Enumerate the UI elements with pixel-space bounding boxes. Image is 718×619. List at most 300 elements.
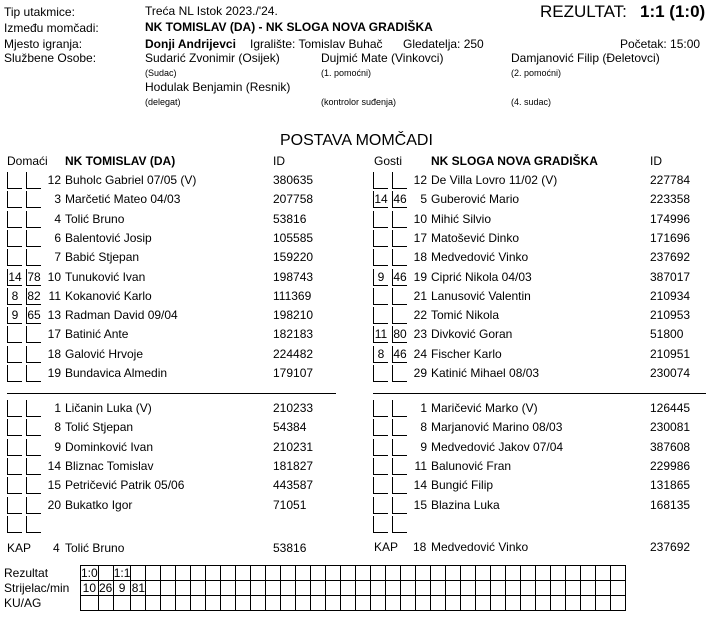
away-player-id: 171696	[650, 230, 691, 245]
stats-cell	[416, 596, 431, 611]
away-player-box-b	[392, 172, 407, 189]
away-player-box-a	[373, 230, 388, 247]
stats-cell	[356, 566, 371, 581]
stats-cell	[386, 596, 401, 611]
stats-cell: 9	[113, 581, 131, 596]
away-player-number: 15	[413, 497, 427, 512]
home-player-name: Galović Hrvoje	[65, 346, 144, 361]
gledatelja: Gledatelja: 250	[403, 37, 484, 51]
away-player-box-b	[392, 307, 407, 324]
away-player-number: 19	[413, 269, 427, 284]
stats-cell	[386, 566, 401, 581]
away-player-name: Maričević Marko (V)	[431, 401, 538, 415]
away-player-box-b: 46	[393, 192, 407, 207]
home-player-box-b	[26, 458, 41, 475]
home-player-name: Dominković Ivan	[65, 439, 154, 454]
home-player-number: 7	[54, 250, 61, 265]
away-player-box-b	[392, 458, 407, 475]
away-player-box-a	[373, 172, 388, 189]
home-player-name: Marčetić Mateo 04/03	[65, 192, 181, 207]
away-player-box-b	[392, 497, 407, 514]
away-player-number: 22	[413, 308, 427, 323]
home-player-number: 10	[47, 269, 61, 284]
away-player-id: 229986	[650, 458, 691, 473]
stats-row-label: Strijelac/min	[4, 581, 70, 595]
away-side-label: Gosti	[374, 154, 403, 168]
official-referee: Sudarić Zvonimir (Osijek)	[145, 51, 280, 65]
stats-cell	[191, 596, 206, 611]
home-player-number: 18	[47, 346, 61, 361]
stats-cell	[416, 566, 431, 581]
away-player-name: Medvedović Vinko	[431, 250, 529, 265]
home-player-number: 3	[54, 192, 61, 207]
stats-cell	[81, 596, 99, 611]
away-player-number: 24	[413, 346, 427, 361]
away-player-number: 17	[413, 230, 427, 245]
away-player-name: Marjanović Marino 08/03	[431, 420, 563, 435]
away-player-box-b	[392, 477, 407, 494]
home-player-box-a	[7, 400, 22, 417]
stats-cell	[326, 566, 341, 581]
stats-cell	[356, 596, 371, 611]
home-player-name: Tunuković Ivan	[65, 269, 146, 284]
stats-cell	[476, 596, 491, 611]
home-divider	[7, 393, 336, 394]
stats-cell	[551, 566, 566, 581]
stats-cell	[146, 581, 161, 596]
stats-cell	[236, 566, 251, 581]
official-fourth-role: (4. sudac)	[511, 97, 552, 107]
home-player-id: 181827	[273, 458, 314, 473]
stats-cell	[221, 581, 236, 596]
stats-cell	[146, 596, 161, 611]
away-player-number: 21	[413, 288, 427, 303]
away-player-id: 210953	[650, 308, 691, 323]
stats-cell	[566, 596, 581, 611]
home-player-id: 198743	[273, 269, 314, 284]
home-player-box-b: 78	[27, 269, 41, 284]
stats-cell	[296, 596, 311, 611]
home-player-id: 54384	[273, 420, 307, 435]
stats-cell	[491, 581, 506, 596]
stats-cell: 10	[81, 581, 99, 596]
stats-cell	[236, 596, 251, 611]
home-player-box-b	[26, 477, 41, 494]
away-player-box-a	[373, 439, 388, 456]
stats-row	[4, 581, 626, 596]
stats-cell	[326, 581, 341, 596]
stats-cell	[371, 566, 386, 581]
away-player-box-a: 14	[374, 192, 388, 207]
stats-cell	[596, 566, 611, 581]
home-player-box-a: 9	[7, 307, 22, 324]
stats-row-label: KU/AG	[4, 596, 42, 610]
away-player-id: 223358	[650, 192, 691, 207]
home-player-box-b	[26, 346, 41, 363]
stats-cell	[221, 566, 236, 581]
stats-cell	[566, 581, 581, 596]
stats-cell	[461, 566, 476, 581]
home-player-name: Kokanović Karlo	[65, 288, 152, 303]
stats-cell	[611, 581, 626, 596]
away-player-name: Katinić Mihael 08/03	[431, 366, 540, 380]
stats-cell	[581, 566, 596, 581]
official-assistant-2: Damjanović Filip (Đeletovci)	[511, 51, 660, 65]
stats-cell	[206, 596, 221, 611]
away-player-box-b	[392, 516, 407, 533]
away-player-name: Blazina Luka	[431, 497, 500, 512]
home-player-id: 179107	[273, 366, 314, 380]
stats-cell	[506, 596, 521, 611]
igraliste: Igralište: Tomislav Buhač	[250, 37, 383, 51]
stats-cell	[371, 596, 386, 611]
away-player-name: Divković Goran	[431, 327, 513, 342]
away-player-box-b: 80	[393, 327, 407, 342]
stats-cell	[461, 596, 476, 611]
stats-cell	[461, 581, 476, 596]
away-kap-id: 237692	[650, 540, 691, 554]
stats-cell	[281, 566, 296, 581]
mjesto-label: Mjesto igranja:	[4, 37, 83, 51]
stats-cell	[311, 581, 326, 596]
away-player-id: 387017	[650, 269, 691, 284]
home-player-box-b	[26, 516, 41, 533]
home-player-name: Tolić Stjepan	[65, 420, 134, 435]
home-player-name: Bundavica Almedin	[65, 366, 168, 380]
postava-title: POSTAVA MOMČADI	[280, 132, 433, 149]
stats-cell: 1:0	[81, 566, 98, 580]
away-player-name: De Villa Lovro 11/02 (V)	[431, 173, 558, 187]
away-player-number: 14	[413, 478, 427, 493]
stats-cell: 26	[99, 581, 113, 595]
home-id-header: ID	[273, 154, 285, 168]
match-teams: NK TOMISLAV (DA) - NK SLOGA NOVA GRADIŠKA	[145, 20, 433, 34]
stats-cell	[341, 596, 356, 611]
stats-cell	[281, 581, 296, 596]
stats-cell	[521, 596, 536, 611]
away-player-name: Lanusović Valentin	[431, 288, 531, 303]
home-kap-no: 4	[53, 541, 60, 555]
home-player-name: Balentović Josip	[65, 230, 152, 245]
home-player-number: 19	[47, 366, 61, 380]
stats-cell	[161, 581, 176, 596]
home-player-id: 198210	[273, 308, 314, 323]
away-kap-no: 18	[413, 540, 427, 554]
rezultat-value: 1:1 (1:0)	[640, 2, 706, 21]
home-player-box-a: 8	[7, 288, 22, 305]
pocetak: Početak: 15:00	[620, 37, 701, 51]
stats-cell	[551, 581, 566, 596]
tip-value: Treća NL Istok 2023./'24.	[145, 4, 278, 18]
official-assistant-1-role: (1. pomoćni)	[321, 68, 372, 78]
home-player-number: 4	[54, 211, 61, 226]
home-kap-id: 53816	[273, 541, 307, 555]
stats-cell	[401, 581, 416, 596]
home-player-name: Petričević Patrik 05/06	[65, 478, 185, 493]
away-player-box-b	[392, 230, 407, 247]
away-player-box-b	[392, 439, 407, 456]
stats-cell	[311, 566, 326, 581]
home-player-box-a	[7, 439, 22, 456]
stats-cell	[446, 596, 461, 611]
stats-cell	[521, 581, 536, 596]
official-delegate-role: (delegat)	[145, 97, 181, 107]
away-player-id: 237692	[650, 250, 691, 265]
home-player-id: 159220	[273, 250, 314, 265]
home-player-box-b	[26, 191, 41, 208]
stats-cell	[251, 581, 266, 596]
home-player-box-a	[7, 211, 22, 228]
away-player-box-b: 46	[393, 269, 407, 284]
stats-cell	[266, 596, 281, 611]
izmedu-label: Između momčadi:	[4, 21, 99, 35]
away-player-box-a	[373, 458, 388, 475]
home-player-box-b	[26, 230, 41, 247]
stats-cell	[401, 596, 416, 611]
stats-cell	[446, 581, 461, 596]
stats-cell	[206, 581, 221, 596]
home-player-id: 210233	[273, 401, 314, 415]
home-player-number: 17	[47, 327, 61, 342]
stats-cell	[281, 596, 296, 611]
away-player-name: Bungić Filip	[431, 478, 494, 493]
stats-cell	[431, 581, 446, 596]
stats-cell	[191, 566, 206, 581]
stats-cell	[356, 581, 371, 596]
home-player-number: 8	[54, 420, 61, 435]
home-player-number: 13	[47, 308, 61, 323]
away-player-number: 12	[413, 173, 427, 187]
home-player-name: Batinić Ante	[65, 327, 129, 342]
stats-cell	[506, 566, 521, 581]
stats-cell	[311, 596, 326, 611]
stats-cell	[131, 566, 146, 581]
away-id-header: ID	[650, 154, 662, 168]
stats-cell	[401, 566, 416, 581]
stats-cell	[506, 581, 521, 596]
away-player-name: Mihić Silvio	[431, 211, 492, 226]
home-kap-name: Tolić Bruno	[65, 541, 125, 555]
stats-cell	[491, 596, 506, 611]
home-side-label: Domaći	[7, 154, 48, 168]
home-player-box-a	[7, 365, 22, 382]
home-player-box-b	[26, 497, 41, 514]
stats-cell	[161, 596, 176, 611]
stats-cell	[536, 566, 551, 581]
stats-cell	[491, 566, 506, 581]
home-player-box-b: 82	[27, 288, 41, 303]
official-referee-role: (Sudac)	[145, 68, 177, 78]
away-player-id: 174996	[650, 211, 691, 226]
away-player-number: 9	[420, 439, 427, 454]
away-player-box-b	[392, 288, 407, 305]
home-player-box-b	[26, 439, 41, 456]
stats-cell	[176, 596, 191, 611]
stats-cell	[251, 596, 266, 611]
away-player-name: Ciprić Nikola 04/03	[431, 269, 532, 284]
away-player-box-a	[373, 288, 388, 305]
away-player-box-a	[373, 249, 388, 266]
stats-cell	[581, 581, 596, 596]
stats-cell	[266, 581, 281, 596]
home-player-name: Buholc Gabriel 07/05 (V)	[65, 173, 197, 187]
official-assistant-2-role: (2. pomoćni)	[511, 68, 562, 78]
away-player-number: 18	[413, 250, 427, 265]
away-player-box-b: 46	[393, 346, 407, 361]
home-player-id: 207758	[273, 192, 314, 207]
home-player-id: 182183	[273, 327, 314, 342]
stats-cell	[191, 581, 206, 596]
away-kap-label: KAP	[374, 540, 399, 554]
away-player-box-a: 11	[374, 327, 388, 342]
home-player-id: 210231	[273, 439, 314, 454]
home-player-name: Babić Stjepan	[65, 250, 140, 265]
away-team-name: NK SLOGA NOVA GRADIŠKA	[431, 154, 598, 168]
stats-cell	[431, 566, 446, 581]
stats-cell: 1:1	[113, 566, 131, 580]
stats-cell	[236, 581, 251, 596]
home-player-box-a	[7, 458, 22, 475]
away-player-box-a	[373, 365, 388, 382]
stats-row	[4, 596, 626, 611]
home-player-name: Tolić Bruno	[65, 211, 125, 226]
stats-row	[4, 566, 626, 581]
official-assistant-1: Dujmić Mate (Vinkovci)	[321, 51, 444, 65]
away-player-name: Guberović Mario	[431, 192, 520, 207]
away-divider	[373, 393, 706, 394]
away-player-box-a	[373, 307, 388, 324]
away-player-id: 210951	[650, 346, 691, 361]
sluzbene-label: Službene Osobe:	[4, 51, 97, 65]
tip-label: Tip utakmice:	[4, 5, 75, 19]
home-team-name: NK TOMISLAV (DA)	[65, 154, 176, 168]
stats-cell	[131, 596, 146, 611]
stats-cell	[161, 566, 176, 581]
stats-cell	[176, 581, 191, 596]
stats-cell	[266, 566, 281, 581]
stats-cell	[176, 566, 191, 581]
stats-cell	[521, 566, 536, 581]
stats-cell	[371, 581, 386, 596]
home-player-box-a	[7, 230, 22, 247]
away-player-name: Tomić Nikola	[431, 308, 500, 323]
away-player-number: 8	[420, 420, 427, 435]
away-player-id: 126445	[650, 401, 691, 415]
official-controller-role: (kontrolor suđenja)	[321, 97, 397, 107]
home-player-number: 9	[54, 439, 61, 454]
stats-table	[4, 565, 626, 611]
away-player-number: 29	[413, 366, 427, 380]
stats-cell	[326, 596, 341, 611]
away-player-name: Matošević Dinko	[431, 230, 520, 245]
away-kap-name: Medvedović Vinko	[431, 540, 529, 554]
away-player-id: 131865	[650, 478, 691, 493]
stats-cell	[221, 596, 236, 611]
home-player-id: 224482	[273, 346, 314, 361]
rezultat-label: REZULTAT:	[540, 2, 627, 21]
away-player-id: 230074	[650, 366, 691, 380]
away-player-box-a	[373, 211, 388, 228]
stats-cell	[431, 596, 446, 611]
home-player-number: 14	[47, 458, 61, 473]
stats-cell: 81	[131, 581, 146, 595]
home-player-id: 443587	[273, 478, 314, 493]
stats-cell	[446, 566, 461, 581]
home-player-box-a: 14	[8, 269, 22, 284]
stats-cell	[206, 566, 221, 581]
home-player-box-a	[7, 497, 22, 514]
home-player-number: 12	[47, 173, 61, 187]
home-player-box-b	[26, 400, 41, 417]
home-player-box-b: 65	[27, 308, 41, 323]
away-player-box-b	[392, 365, 407, 382]
official-delegate: Hodulak Benjamin (Resnik)	[145, 80, 291, 94]
away-player-number: 1	[420, 401, 427, 415]
home-kap-label: KAP	[7, 541, 32, 555]
away-player-id: 210934	[650, 288, 691, 303]
home-player-box-a	[7, 516, 22, 533]
stats-cell	[341, 566, 356, 581]
away-player-number: 10	[413, 211, 427, 226]
stats-cell	[146, 566, 161, 581]
away-player-box-a	[373, 419, 388, 436]
away-player-number: 5	[420, 192, 427, 207]
stats-cell	[476, 566, 491, 581]
home-player-id: 111369	[273, 288, 312, 303]
home-player-number: 15	[47, 478, 61, 493]
home-player-name: Radman David 09/04	[65, 308, 178, 323]
away-player-name: Fischer Karlo	[431, 346, 502, 361]
home-player-number: 1	[54, 401, 61, 415]
away-player-box-a: 9	[373, 269, 388, 286]
stats-cell	[536, 581, 551, 596]
home-player-box-a	[7, 477, 22, 494]
stats-cell	[296, 566, 311, 581]
home-player-box-a	[7, 346, 22, 363]
away-player-box-a	[373, 400, 388, 417]
away-player-name: Medvedović Jakov 07/04	[431, 439, 564, 454]
away-player-box-a: 8	[373, 346, 388, 363]
home-player-number: 11	[48, 288, 61, 303]
home-player-name: Ličanin Luka (V)	[65, 401, 152, 415]
away-player-number: 11	[414, 458, 427, 473]
home-player-box-b	[26, 326, 41, 343]
home-player-id: 105585	[273, 230, 314, 245]
stats-cell	[113, 596, 131, 611]
away-player-box-a	[373, 516, 388, 533]
home-player-box-a	[7, 326, 22, 343]
away-player-id: 168135	[650, 497, 691, 512]
home-player-name: Bliznac Tomislav	[65, 458, 154, 473]
home-player-box-b	[26, 211, 41, 228]
stats-cell	[98, 566, 113, 581]
away-player-number: 23	[413, 327, 427, 342]
stats-cell	[596, 581, 611, 596]
home-player-box-b	[26, 419, 41, 436]
home-player-box-a	[7, 249, 22, 266]
stats-cell	[581, 596, 596, 611]
stats-row-label: Rezultat	[4, 566, 49, 580]
stats-cell	[416, 581, 431, 596]
away-player-box-b	[392, 419, 407, 436]
away-player-box-a	[373, 497, 388, 514]
home-player-id: 380635	[273, 173, 314, 187]
away-player-id: 230081	[650, 420, 691, 435]
stats-cell	[386, 581, 401, 596]
mjesto-value: Donji Andrijevci	[145, 37, 236, 51]
home-player-box-b	[26, 172, 41, 189]
home-player-id: 53816	[273, 211, 307, 226]
